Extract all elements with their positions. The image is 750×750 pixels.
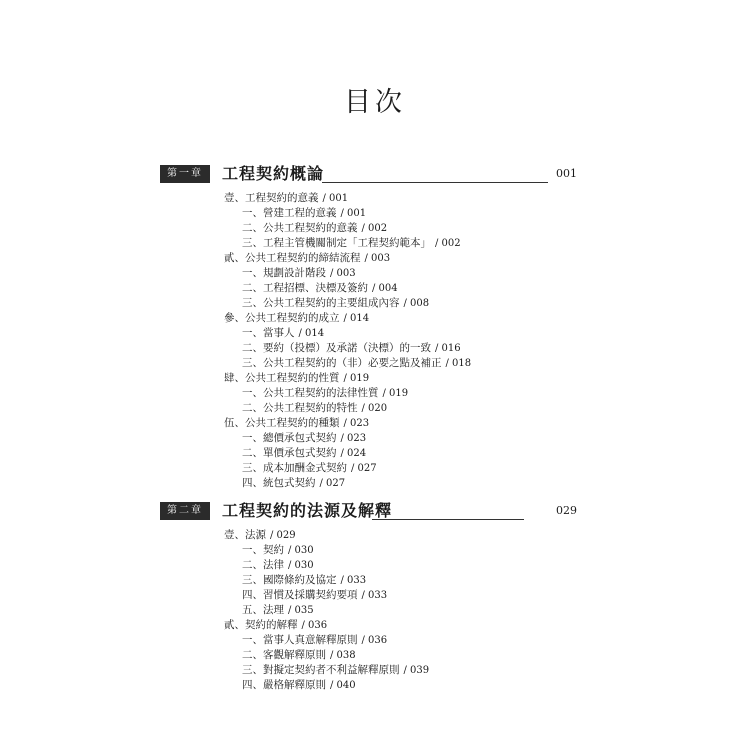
toc-entry-text: 四、統包式契約 — [242, 477, 316, 489]
toc-subsection-entry[interactable] — [0, 221, 750, 236]
toc-entry-text: 貳、契約的解釋 — [224, 619, 298, 631]
toc-subsection-entry[interactable] — [0, 678, 750, 693]
toc-section-entry[interactable] — [0, 371, 750, 386]
toc-entry-text: 二、公共工程契約的意義 — [242, 222, 358, 234]
toc-entry-page: / 033 — [340, 575, 367, 586]
toc-entry-text: 一、營建工程的意義 — [242, 207, 337, 219]
toc-entry-page: / 024 — [340, 448, 367, 459]
toc-entry-page: / 036 — [361, 635, 388, 646]
toc-entry-page: / 004 — [372, 283, 398, 294]
toc-entry-text: 二、客觀解釋原則 — [242, 649, 326, 661]
toc-subsection-entry[interactable] — [0, 236, 750, 251]
toc-entry-text: 二、公共工程契約的特性 — [242, 402, 358, 414]
toc-entry-text: 三、公共工程契約的（非）必要之點及補正 — [242, 357, 442, 369]
toc-subsection-entry[interactable] — [0, 633, 750, 648]
chapter-heading — [0, 165, 750, 187]
toc-section-entry[interactable] — [0, 618, 750, 633]
toc-entry-text: 壹、工程契約的意義 — [224, 192, 319, 204]
toc-subsection-entry[interactable] — [0, 206, 750, 221]
toc-entry-text: 二、要約（投標）及承諾（決標）的一致 — [242, 342, 431, 354]
toc-entry-text: 三、工程主管機關制定「工程契約範本」 — [242, 237, 431, 249]
toc-entry-text: 一、總價承包式契約 — [242, 432, 337, 444]
toc-subsection-entry[interactable] — [0, 573, 750, 588]
toc-entry-page: / 003 — [364, 253, 391, 264]
toc-entry-text: 一、當事人 — [242, 327, 295, 339]
chapter-heading — [0, 502, 750, 524]
chapter-page-number: 001 — [556, 167, 577, 180]
toc-subsection-entry[interactable] — [0, 476, 750, 491]
toc-subsection-entry[interactable] — [0, 588, 750, 603]
toc-entry-page: / 030 — [288, 560, 314, 571]
toc-subsection-entry[interactable] — [0, 431, 750, 446]
chapter-badge: 第二章 — [160, 502, 210, 520]
toc-entry-page: / 019 — [382, 388, 409, 399]
toc-entry-page: / 029 — [270, 530, 296, 541]
toc-entry-page: / 035 — [288, 605, 314, 616]
toc-entry-page: / 023 — [343, 418, 370, 429]
toc-entry-text: 一、當事人真意解釋原則 — [242, 634, 358, 646]
toc-entry-text: 肆、公共工程契約的性質 — [224, 372, 340, 384]
chapter-2 — [0, 501, 750, 691]
chapter-title[interactable]: 工程契約概論 — [222, 164, 325, 183]
toc-entry-page: / 033 — [361, 590, 388, 601]
toc-entry-page: / 040 — [330, 680, 356, 691]
toc-subsection-entry[interactable] — [0, 326, 750, 341]
chapter-page-number: 029 — [556, 504, 577, 517]
toc-entry-page: / 002 — [361, 223, 388, 234]
toc-entry-text: 五、法理 — [242, 604, 284, 616]
toc-entry-page: / 020 — [361, 403, 388, 414]
toc-section-entry[interactable] — [0, 251, 750, 266]
toc-entry-page: / 027 — [319, 478, 346, 489]
toc-subsection-entry[interactable] — [0, 266, 750, 281]
toc-subsection-entry[interactable] — [0, 543, 750, 558]
chapter-rule — [322, 182, 548, 183]
toc-entry-text: 四、嚴格解釋原則 — [242, 679, 326, 691]
toc-entry-page: / 001 — [322, 193, 349, 204]
toc-entry-text: 三、成本加酬金式契約 — [242, 462, 347, 474]
toc-entry-page: / 016 — [435, 343, 461, 354]
toc-section-entry[interactable] — [0, 311, 750, 326]
toc-entry-list — [0, 191, 750, 491]
toc-entry-page: / 002 — [435, 238, 461, 249]
toc-entry-text: 二、法律 — [242, 559, 284, 571]
toc-subsection-entry[interactable] — [0, 648, 750, 663]
toc-entry-page: / 036 — [301, 620, 328, 631]
toc-entry-text: 一、規劃設計階段 — [242, 267, 326, 279]
chapter-1 — [0, 164, 750, 489]
toc-subsection-entry[interactable] — [0, 341, 750, 356]
chapter-badge: 第一章 — [160, 165, 210, 183]
toc-subsection-entry[interactable] — [0, 356, 750, 371]
chapter-rule — [372, 519, 524, 520]
toc-entry-text: 三、公共工程契約的主要組成內容 — [242, 297, 400, 309]
toc-subsection-entry[interactable] — [0, 663, 750, 678]
toc-entry-page: / 019 — [343, 373, 370, 384]
toc-entry-page: / 001 — [340, 208, 367, 219]
toc-entry-page: / 014 — [343, 313, 370, 324]
page-title: 目次 — [344, 87, 406, 118]
toc-subsection-entry[interactable] — [0, 281, 750, 296]
toc-section-entry[interactable] — [0, 528, 750, 543]
toc-entry-list — [0, 528, 750, 693]
toc-subsection-entry[interactable] — [0, 603, 750, 618]
toc-entry-text: 四、習慣及採購契約要項 — [242, 589, 358, 601]
toc-entry-text: 伍、公共工程契約的種類 — [224, 417, 340, 429]
toc-entry-text: 貳、公共工程契約的締結流程 — [224, 252, 361, 264]
toc-entry-page: / 018 — [445, 358, 472, 369]
toc-entry-text: 二、工程招標、決標及簽約 — [242, 282, 368, 294]
toc-entry-page: / 003 — [330, 268, 356, 279]
toc-subsection-entry[interactable] — [0, 401, 750, 416]
toc-section-entry[interactable] — [0, 191, 750, 206]
toc-entry-page: / 027 — [351, 463, 377, 474]
toc-entry-text: 三、國際條約及協定 — [242, 574, 337, 586]
toc-entry-page: / 023 — [340, 433, 367, 444]
toc-entry-page: / 030 — [288, 545, 314, 556]
toc-entry-text: 壹、法源 — [224, 529, 266, 541]
toc-entry-text: 參、公共工程契約的成立 — [224, 312, 340, 324]
toc-subsection-entry[interactable] — [0, 446, 750, 461]
chapter-title[interactable]: 工程契約的法源及解釋 — [222, 501, 393, 520]
toc-entry-text: 三、對擬定契約者不利益解釋原則 — [242, 664, 400, 676]
toc-subsection-entry[interactable] — [0, 296, 750, 311]
toc-entry-page: / 038 — [330, 650, 356, 661]
toc-entry-text: 一、契約 — [242, 544, 284, 556]
toc-entry-page: / 014 — [298, 328, 325, 339]
toc-subsection-entry[interactable] — [0, 386, 750, 401]
toc-entry-text: 一、公共工程契約的法律性質 — [242, 387, 379, 399]
toc-subsection-entry[interactable] — [0, 461, 750, 476]
toc-entry-text: 二、單價承包式契約 — [242, 447, 337, 459]
toc-subsection-entry[interactable] — [0, 558, 750, 573]
toc-entry-page: / 008 — [403, 298, 430, 309]
toc-entry-page: / 039 — [403, 665, 430, 676]
toc-section-entry[interactable] — [0, 416, 750, 431]
